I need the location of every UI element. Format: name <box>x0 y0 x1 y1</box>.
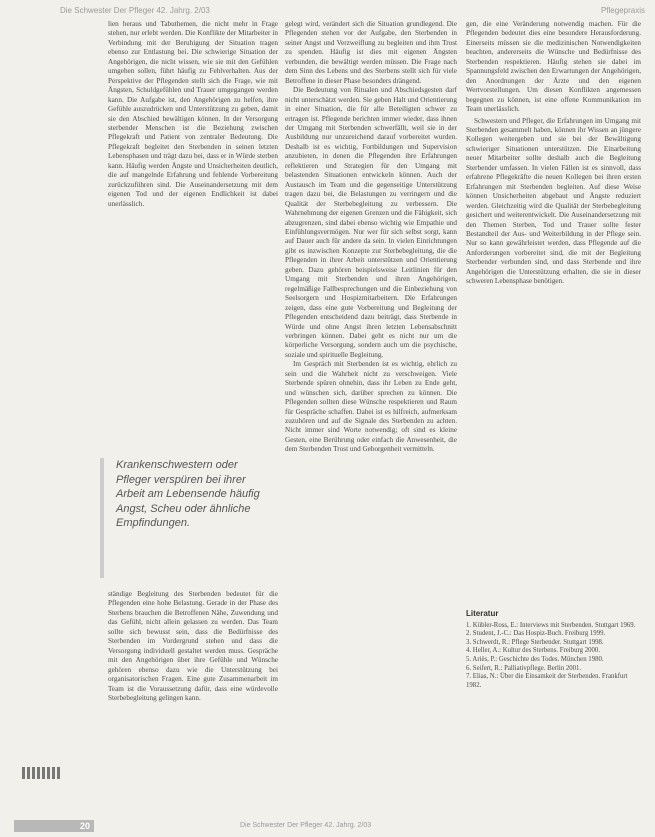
literature-item: 5. Ariès, P.: Geschichte des Todes. München 1980. <box>466 655 604 663</box>
literature-item: 7. Elias, N.: Über die Einsamkeit der Sterbenden. Frankfurt 1982. <box>466 673 628 689</box>
running-header <box>60 4 645 18</box>
body-paragraph: Schwestern und Pfleger, die Erfahrungen im Umgang mit Sterbenden gesammelt haben, können ihr Wissen an jüngere Kollegen weitergeben und sie bei der Bewältigung schwieriger Situationen unterstützen. Die Einarbeitung neuer Mitarbeiter sollte deshalb auch die Begleitung Sterbender umfassen. In vielen Fällen ist es sinnvoll, dass erfahrene Pflegekräfte die neuen Kollegen bei ihren ersten Erfahrungen mit Sterbenden begleiten. Auf diese Weise können Unsicherheiten abgebaut und Ängste reduziert werden. Gleichzeitig wird die Qualität der Sterbebegleitung gesichert und weiterentwickelt. Die Auseinandersetzung mit den Themen Sterben, Tod und Trauer sollte fester Bestandteil der Aus- und Weiterbildung in der Pflege sein. Nur so kann gewährleistet werden, dass Pflegende auf die Anforderungen vorbereitet sind, die mit der Begleitung Sterbender verbunden sind, und dass Sterbende und ihre Angehörigen die Unterstützung erhalten, die sie in dieser schweren Lebensphase benötigen. <box>466 116 641 286</box>
pull-quote-text: Krankenschwestern oder Pfleger verspüren bei ihrer Arbeit am Lebensende häufig Angst, Scheu oder ähnliche Empfindungen. <box>116 459 260 529</box>
footer-journal-title: Die Schwester Der Pfleger 42. Jahrg. 2/03 <box>240 822 372 829</box>
column-1-upper <box>108 20 278 452</box>
body-paragraph: ständige Begleitung des Sterbenden bedeutet für die Pflegenden eine hohe Belastung. Gerade in der Phase des Sterbens brauchen die Betroffenen Nähe, Zuwendung und das Gefühl, nicht allein gelassen zu werden. Das Team sollte sich bewusst sein, dass die Bedürfnisse des Sterbenden im Vordergrund stehen und dass die Versorgung individuell gestaltet werden muss. Gespräche mit den Angehörigen über ihre Gefühle und Wünsche gehören ebenso dazu wie die Unterstützung bei organisatorischen Fragen. Eine gute Zusammenarbeit im Team ist die Voraussetzung dafür, dass eine würdevolle Sterbebegleitung gelingen kann. <box>108 590 278 702</box>
pull-quote <box>100 458 272 578</box>
page-footer <box>0 814 655 837</box>
literature-item: 2. Student, J.-C.: Das Hospiz-Buch. Freiburg 1999. <box>466 630 606 638</box>
literature-item: 4. Heller, A.: Kultur des Sterbens. Freiburg 2000. <box>466 647 601 655</box>
header-section-title: Pflegepraxis <box>600 6 645 15</box>
column-2 <box>285 20 457 818</box>
body-paragraph: Die Bedeutung von Ritualen und Abschiedsgesten darf nicht unterschätzt werden. Sie geben Halt und Orientierung in einer Situation, die für alle Beteiligten schwer zu ertragen ist. Pflegende berichten immer wieder, dass ihnen der Umgang mit Sterbenden schwerfällt, weil sie in der Ausbildung nur unzureichend darauf vorbereitet wurden. Deshalb ist es wichtig, Fortbildungen und Supervision anzubieten, in denen die Pflegenden ihre Erfahrungen reflektieren und Strategien für den Umgang mit belastenden Situationen entwickeln können. Auch der Austausch im Team und die gegenseitige Unterstützung tragen dazu bei, die Belastungen zu verringern und die Qualität der Sterbebegleitung zu verbessern. Die Wahrnehmung der eigenen Grenzen und die Fähigkeit, sich abzugrenzen, sind dabei ebenso wichtig wie Empathie und Einfühlungsvermögen. Nur wer für sich selbst sorgt, kann auf Dauer auch für andere da sein. In vielen Einrichtungen gibt es inzwischen Konzepte zur Sterbebegleitung, die die Pflegenden in ihrer Arbeit unterstützen und Orientierung geben. Dazu gehören beispielsweise Leitlinien für den Umgang mit Sterbenden und ihren Angehörigen, regelmäßige Fallbesprechungen und die Einbeziehung von Seelsorgern und Hospizmitarbeitern. Die Erfahrungen zeigen, dass eine gute Vorbereitung und Begleitung der Pflegenden entscheidend dazu beiträgt, dass Sterbende in Würde und ohne Angst ihren letzten Lebensabschnitt verbringen können. Dabei geht es nicht nur um die körperliche Versorgung, sondern auch um die psychische, soziale und spirituelle Begleitung. <box>285 86 457 359</box>
literature-heading: Literatur <box>466 609 499 618</box>
literature-item: 1. Kübler-Ross, E.: Interviews mit Sterbenden. Stuttgart 1969. <box>466 621 636 629</box>
column-1-lower <box>108 590 278 818</box>
decorative-stripes <box>22 766 72 780</box>
column-3 <box>466 20 641 512</box>
page-number: 20 <box>14 820 94 832</box>
literature-section <box>466 610 641 690</box>
header-journal-title: Die Schwester Der Pfleger 42. Jahrg. 2/03 <box>60 6 210 15</box>
body-paragraph: lien heraus und Tabuthemen, die nicht mehr in Frage stehen, nur erlebt werden. Die Konflikte der Mitarbeiter in Verbindung mit der Beruhigung der Situation tragen ebenso zur Entlastung bei. Die schwierige Situation der Angehörigen, die nicht wissen, wie sie mit den Gefühlen umgehen sollen, führt häufig zu Fehlverhalten. Aus der Perspektive der Pflegenden stellt sich die Frage, wie mit Ängsten, Schuldgefühlen und Trauer umgegangen werden kann. Die Aufgabe ist, den Angehörigen zu helfen, ihre Gefühle auszudrücken und Unterstützung zu geben, damit sie den Abschied bewältigen können. In der Versorgung sterbender Menschen ist die Beziehung zwischen Pflegekraft und Patient von zentraler Bedeutung. Die Pflegekraft begleitet den Sterbenden in seinen letzten Lebensphasen und trägt dazu bei, dass er in Würde sterben kann. Häufig werden Ängste und Unsicherheiten deutlich, die auf mangelnde Erfahrung und fehlende Vorbereitung zurückzuführen sind. Die Auseinandersetzung mit dem eigenen Tod und der eigenen Endlichkeit ist dabei unerlässlich. <box>108 20 278 208</box>
body-paragraph: gelegt wird, verändert sich die Situation grundlegend. Die Pflegenden stehen vor der Aufgabe, den Sterbenden in seiner Angst und Verzweiflung zu begleiten und ihm Trost zu spenden. Häufig ist dies mit eigenen Ängsten verbunden, die bewältigt werden müssen. Die Frage nach dem Sinn des Lebens und des Sterbens stellt sich für viele Betroffene in dieser Phase besonders drängend. <box>285 20 457 85</box>
literature-item: 3. Schwerdt, R.: Pflege Sterbender. Stuttgart 1998. <box>466 638 604 646</box>
literature-item: 6. Seifert, R.: Palliativpflege. Berlin 2001. <box>466 664 582 672</box>
body-paragraph: Im Gespräch mit Sterbenden ist es wichtig, ehrlich zu sein und die Wahrheit nicht zu verschweigen. Viele Sterbende spüren ohnehin, dass ihr Leben zu Ende geht, und wünschen sich, darüber sprechen zu können. Die Pflegenden sollten diese Wünsche respektieren und Raum für Gespräche schaffen. Dabei ist es hilfreich, aufmerksam zuzuhören und auf die Signale des Sterbenden zu achten. Nicht immer sind Worte notwendig; oft sind es kleine Gesten, eine Berührung oder einfach die Anwesenheit, die dem Sterbenden Trost und Geborgenheit vermitteln. <box>285 360 457 454</box>
body-paragraph: gen, die eine Veränderung notwendig machen. Für die Pflegenden bedeutet dies eine besondere Herausforderung. Einerseits müssen sie die medizinischen Notwendigkeiten beachten, andererseits die Wünsche und Bedürfnisse des Sterbenden respektieren. Häufig stehen sie dabei im Spannungsfeld zwischen den Erwartungen der Angehörigen, den Anordnungen der Ärzte und den eigenen Wertvorstellungen. Um diesen Konflikten angemessen begegnen zu können, ist eine offene Kommunikation im Team unerlässlich. <box>466 20 641 114</box>
